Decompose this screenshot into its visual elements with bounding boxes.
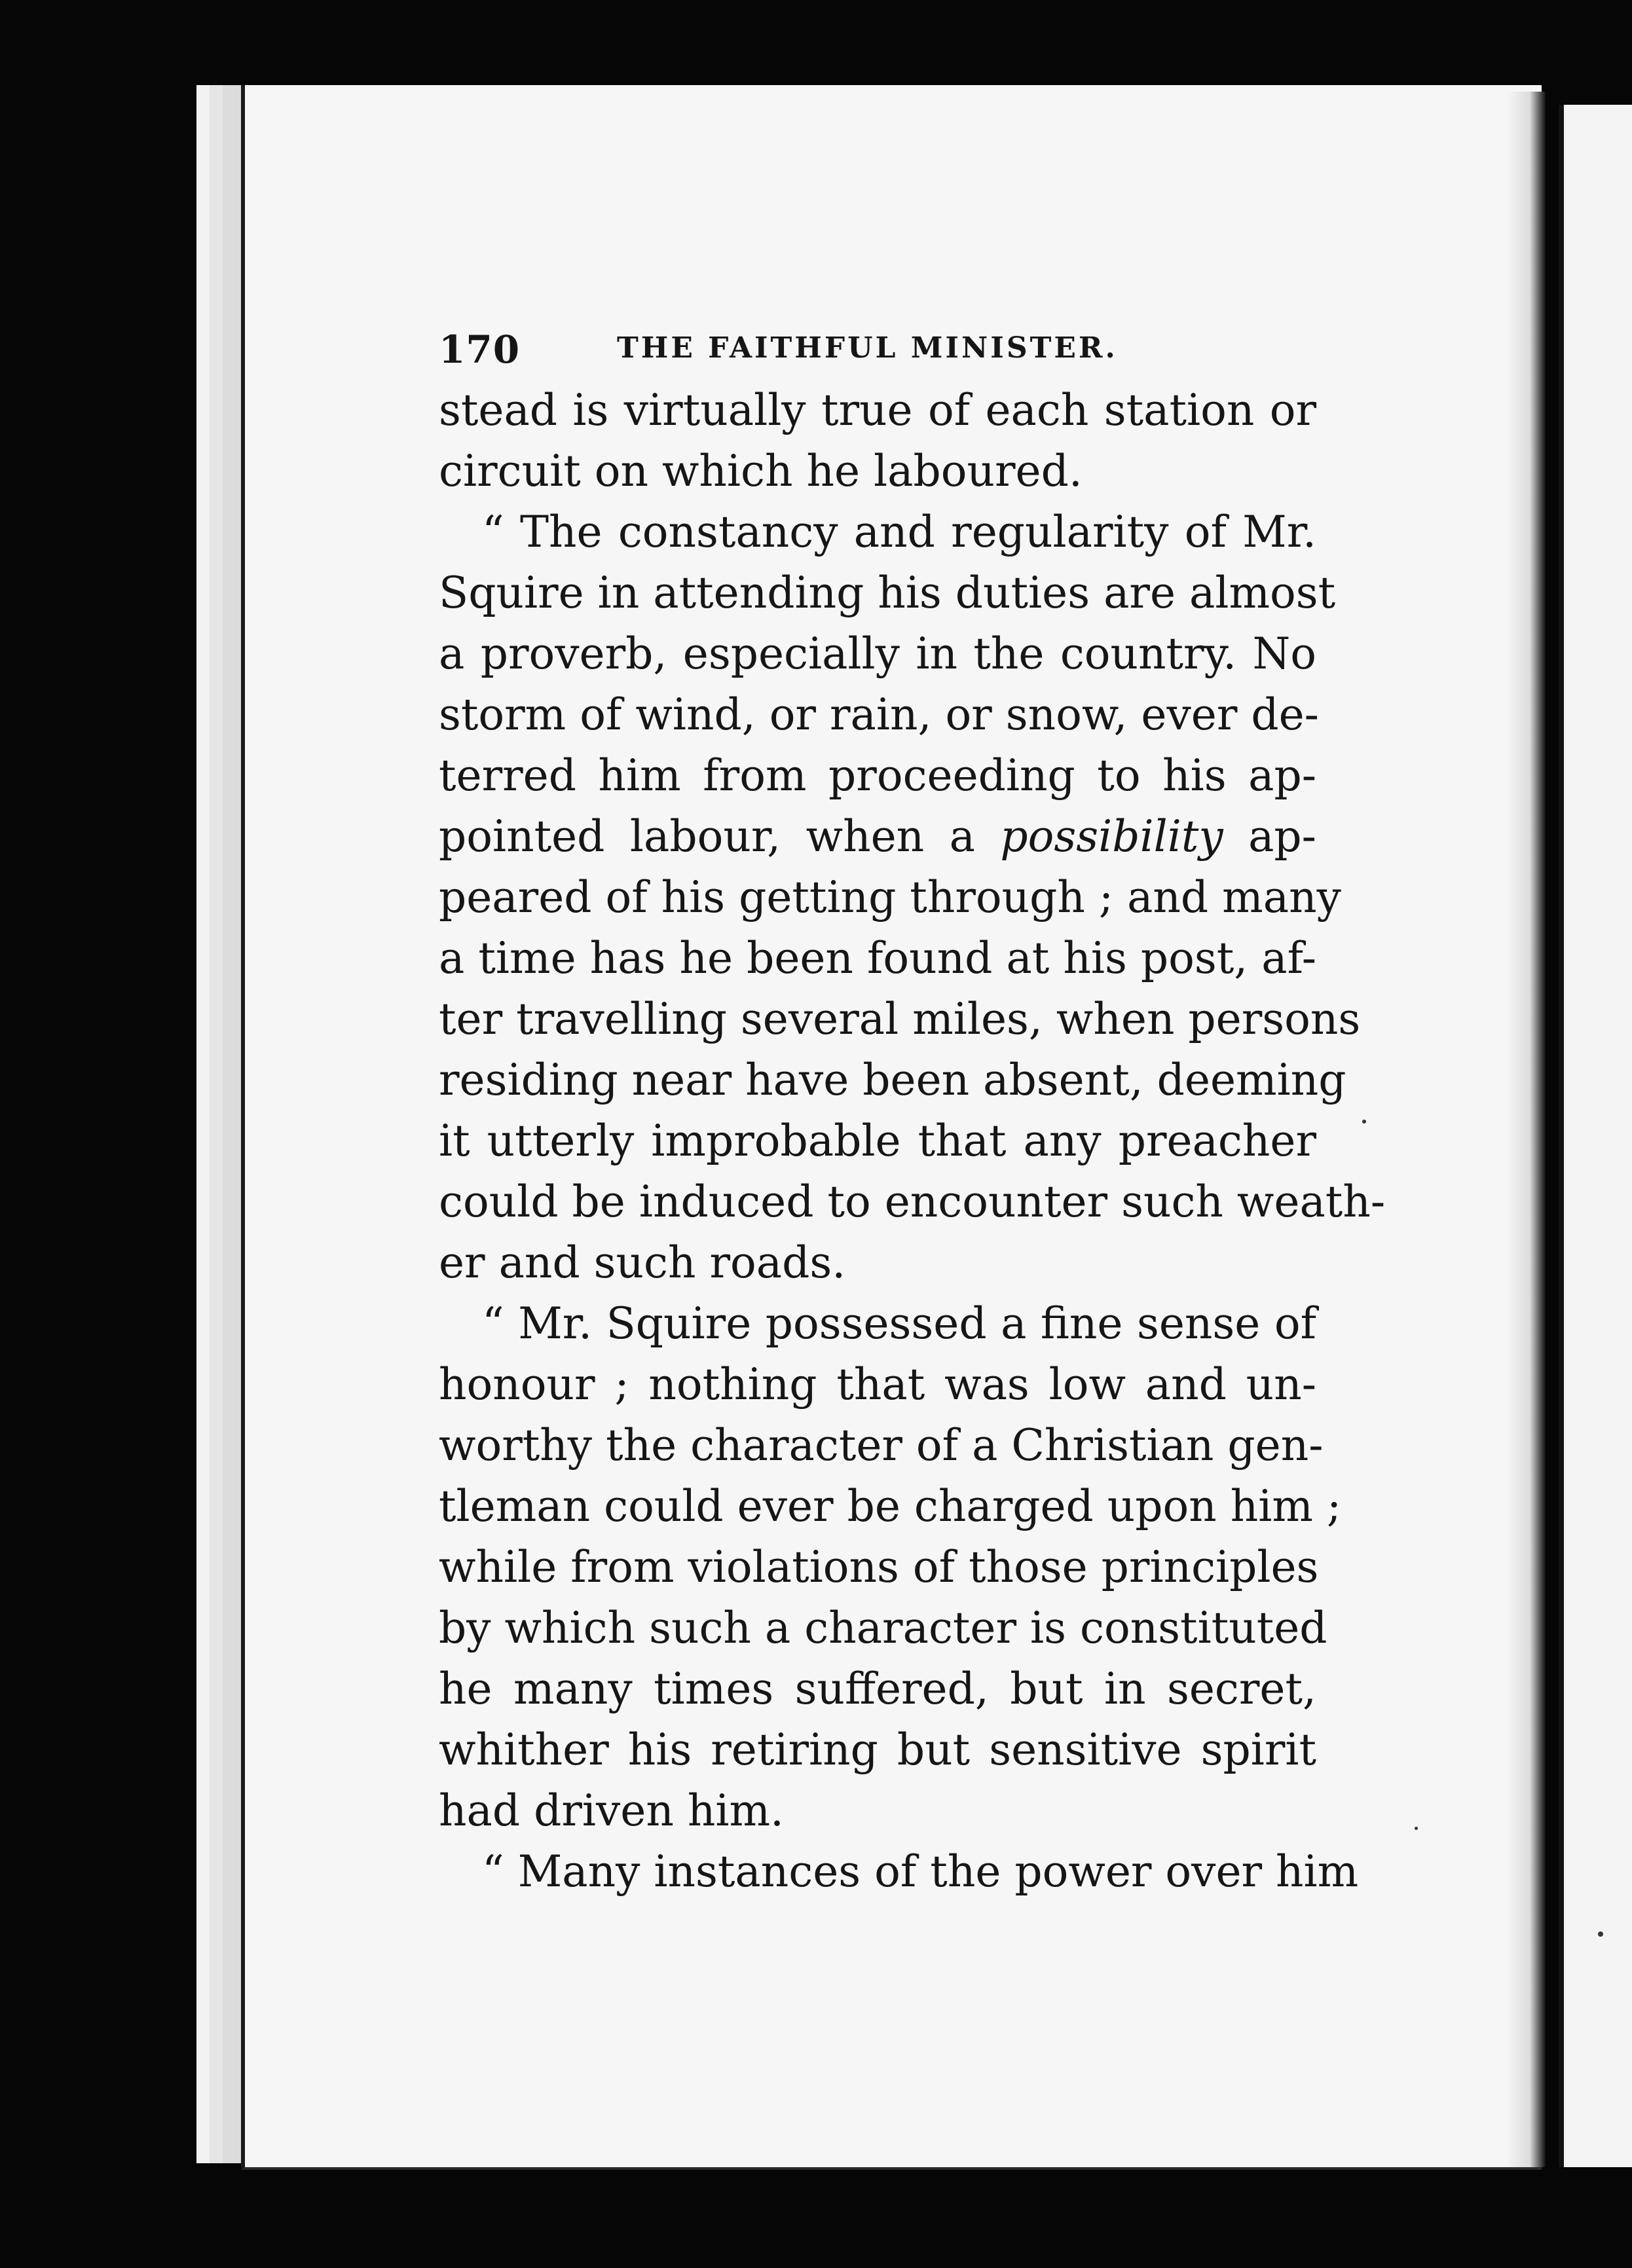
running-title: THE FAITHFUL MINISTER. (617, 331, 1118, 365)
gutter-shadow (1506, 92, 1546, 2167)
text-line: “ Many instances of the power over him (482, 1846, 1359, 1897)
text-segment: pointed labour, when a (439, 811, 1001, 862)
running-header (439, 327, 1316, 380)
page-number: 170 (439, 327, 521, 372)
text-line: tleman could ever be charged upon him ; (439, 1481, 1342, 1531)
text-segment: ap- (1223, 811, 1316, 862)
text-line: a time has he been found at his post, af- (439, 933, 1316, 983)
page-text (439, 327, 1386, 1902)
text-line: stead is virtually true of each station or (439, 385, 1316, 435)
text-line: it utterly improbable that any preacher (439, 1116, 1316, 1166)
facing-page-edge (1559, 105, 1632, 2167)
text-line: could be induced to encounter such weath- (439, 1177, 1386, 1227)
dust-speck (1598, 1931, 1603, 1937)
text-line: ter travelling several miles, when persons (439, 994, 1361, 1044)
text-line: terred him from proceeding to his ap- (439, 750, 1316, 801)
text-line: peared of his getting through ; and many (439, 872, 1341, 923)
text-line: honour ; nothing that was low and un- (439, 1359, 1316, 1410)
text-line: circuit on which he laboured. (439, 446, 1083, 496)
text-line: worthy the character of a Christian gen- (439, 1420, 1324, 1471)
text-line: residing near have been absent, deeming (439, 1055, 1346, 1105)
emphasized-word: possibility (1000, 811, 1223, 862)
text-line: storm of wind, or rain, or snow, ever de- (439, 689, 1319, 740)
dust-speck (1415, 1827, 1418, 1830)
text-line (439, 806, 1316, 867)
text-line: had driven him. (439, 1785, 785, 1836)
text-line: “ Mr. Squire possessed a fine sense of (482, 1298, 1316, 1349)
text-line: er and such roads. (439, 1237, 846, 1288)
text-line: “ The constancy and regularity of Mr. (482, 507, 1316, 557)
text-line: whither his retiring but sensitive spirit (439, 1725, 1316, 1775)
text-line: by which such a character is constituted (439, 1603, 1327, 1653)
text-line: Squire in attending his duties are almost (439, 568, 1336, 618)
dust-speck (1362, 1120, 1366, 1124)
text-line: while from violations of those principles (439, 1542, 1319, 1592)
text-line: he many times suffered, but in secret, (439, 1664, 1316, 1714)
text-line: a proverb, especially in the country. No (439, 629, 1316, 679)
